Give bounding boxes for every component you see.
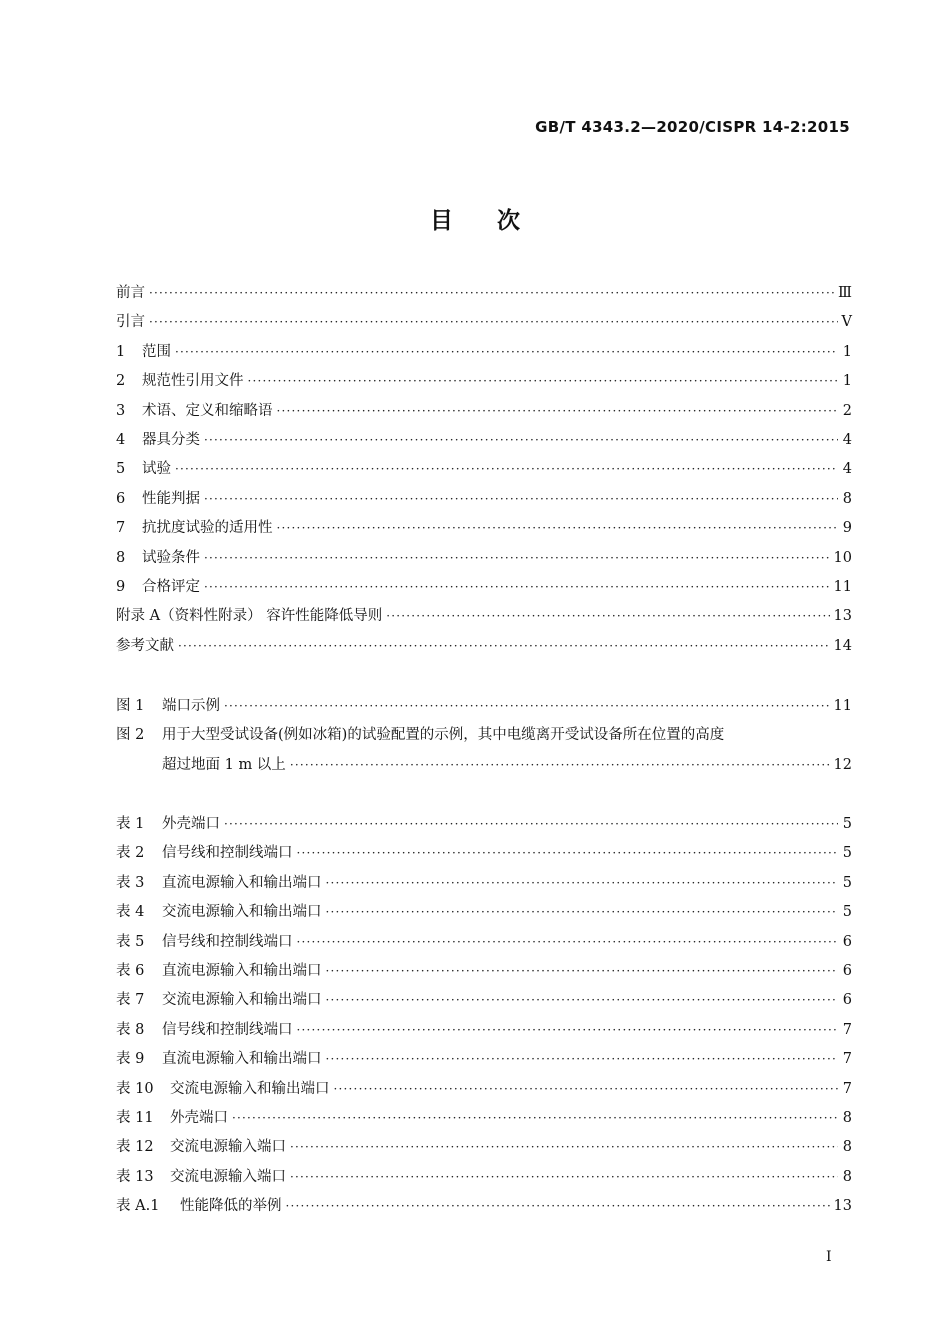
table-page-number: 5: [842, 904, 852, 921]
section-page-number: 4: [842, 461, 852, 478]
dot-leader: [326, 1048, 839, 1070]
section-label: 器具分类: [142, 432, 200, 448]
section-page-number: 13: [833, 608, 852, 625]
section-entry[interactable]: [116, 517, 852, 539]
figure-label: 超过地面 1 m 以上: [162, 756, 286, 773]
section-number: 7: [116, 520, 126, 537]
section-page-number: 9: [842, 520, 852, 537]
section-page-number: 10: [833, 549, 852, 566]
table-number: 表 10: [116, 1080, 154, 1097]
table-label: 交流电源输入和输出端口: [162, 904, 322, 921]
figure-page-number: 11: [833, 698, 852, 714]
section-label: 试验: [142, 461, 171, 478]
section-number: 9: [116, 579, 126, 595]
page-folio: Ⅰ: [826, 1249, 832, 1265]
section-number: 4: [116, 432, 126, 448]
dot-leader: [232, 1107, 838, 1129]
table-page-number: 7: [842, 1051, 852, 1068]
table-page-number: 8: [842, 1168, 852, 1185]
section-number: 1: [116, 343, 126, 360]
dot-leader: [290, 1136, 838, 1158]
section-page-number: 11: [833, 579, 852, 595]
figure-entry[interactable]: [116, 695, 852, 717]
table-page-number: 6: [842, 933, 852, 950]
figure-label-line1: 用于大型受试设备(例如冰箱)的试验配置的示例，其中电缆离开受试设备所在位置的高度: [162, 727, 725, 744]
dot-leader: [334, 1078, 839, 1100]
dot-leader: [204, 429, 838, 451]
table-number: 表 2: [116, 845, 145, 862]
table-entry[interactable]: [116, 931, 852, 953]
section-label: 前言: [116, 285, 145, 301]
table-entry[interactable]: [116, 1019, 852, 1041]
dot-leader: [277, 517, 839, 539]
section-page-number: 4: [842, 432, 852, 448]
dot-leader: [149, 311, 838, 333]
table-entry[interactable]: [116, 1136, 852, 1158]
table-number: 表 9: [116, 1051, 145, 1068]
table-label: 信号线和控制线端口: [162, 933, 293, 950]
table-number: 表 1: [116, 816, 145, 832]
figure-entry[interactable]: [116, 724, 852, 746]
table-number: 表 7: [116, 992, 145, 1009]
table-number: 表 5: [116, 933, 145, 950]
dot-leader: [297, 931, 839, 953]
section-label: 性能判据: [142, 490, 200, 507]
section-entry[interactable]: [116, 311, 852, 333]
dot-leader: [326, 989, 839, 1011]
table-page-number: 5: [842, 874, 852, 891]
dot-leader: [326, 872, 839, 894]
table-page-number: 6: [842, 963, 852, 979]
section-number: 6: [116, 490, 126, 507]
table-number: 表 A.1: [116, 1198, 160, 1215]
dot-leader: [297, 842, 839, 864]
section-number: 3: [116, 402, 126, 419]
table-label: 外壳端口: [170, 1110, 228, 1126]
section-number: 8: [116, 549, 126, 566]
dot-leader: [204, 576, 830, 598]
table-label: 直流电源输入和输出端口: [162, 963, 322, 979]
table-number: 表 4: [116, 904, 145, 921]
section-page-number: 8: [842, 490, 852, 507]
dot-leader: [326, 901, 839, 923]
table-label: 外壳端口: [162, 816, 220, 832]
table-entry[interactable]: [116, 1048, 852, 1070]
dot-leader: [290, 1166, 838, 1188]
section-label: 范围: [142, 343, 171, 360]
section-label: 规范性引用文件: [142, 373, 244, 390]
table-entry[interactable]: [116, 960, 852, 982]
section-label: 合格评定: [142, 579, 200, 595]
table-label: 交流电源输入端口: [170, 1139, 286, 1156]
dot-leader: [224, 695, 830, 717]
table-page-number: 8: [842, 1139, 852, 1156]
table-label: 直流电源输入和输出端口: [162, 874, 322, 891]
table-entry[interactable]: [116, 872, 852, 894]
table-number: 表 13: [116, 1168, 154, 1185]
section-entry[interactable]: [116, 282, 852, 304]
table-label: 交流电源输入和输出端口: [170, 1080, 330, 1097]
table-entry[interactable]: [116, 1195, 852, 1217]
dot-leader: [277, 400, 839, 422]
dot-leader: [386, 605, 829, 627]
table-entry[interactable]: [116, 1107, 852, 1129]
dot-leader: [248, 370, 839, 392]
section-page-number: Ⅴ: [841, 314, 852, 331]
table-number: 表 8: [116, 1021, 145, 1038]
table-label: 交流电源输入端口: [170, 1168, 286, 1185]
table-label: 信号线和控制线端口: [162, 845, 293, 862]
table-entry[interactable]: [116, 842, 852, 864]
table-label: 直流电源输入和输出端口: [162, 1051, 322, 1068]
section-page-number: 1: [842, 343, 852, 360]
table-page-number: 7: [842, 1080, 852, 1097]
section-entry[interactable]: [116, 400, 852, 422]
table-page-number: 13: [833, 1198, 852, 1215]
figure-number: 图 2: [116, 727, 145, 744]
figure-label: 端口示例: [162, 698, 220, 714]
dot-leader: [175, 458, 838, 480]
table-entry[interactable]: [116, 901, 852, 923]
section-entry[interactable]: [116, 429, 852, 451]
dot-leader: [224, 813, 838, 835]
section-entry[interactable]: [116, 605, 852, 627]
section-label: 附录 A（资料性附录） 容许性能降低导则: [116, 608, 383, 625]
figure-number: 图 1: [116, 698, 145, 714]
section-page-number: 1: [842, 373, 852, 390]
section-entry[interactable]: [116, 370, 852, 392]
table-page-number: 5: [842, 816, 852, 832]
section-page-number: Ⅲ: [838, 285, 852, 301]
table-number: 表 11: [116, 1110, 154, 1126]
table-label: 性能降低的举例: [180, 1198, 282, 1215]
table-label: 交流电源输入和输出端口: [162, 992, 322, 1009]
dot-leader: [326, 960, 839, 982]
dot-leader: [178, 635, 830, 657]
section-entry[interactable]: [116, 547, 852, 569]
section-label: 参考文献: [116, 637, 174, 654]
table-entry[interactable]: [116, 1078, 852, 1100]
dot-leader: [286, 1195, 830, 1217]
table-page-number: 6: [842, 992, 852, 1009]
table-entry[interactable]: [116, 1166, 852, 1188]
section-entry[interactable]: [116, 488, 852, 510]
table-number: 表 6: [116, 963, 145, 979]
section-entry[interactable]: [116, 341, 852, 363]
section-number: 2: [116, 373, 126, 390]
table-entry[interactable]: [116, 989, 852, 1011]
dot-leader: [297, 1019, 839, 1041]
table-page-number: 5: [842, 845, 852, 862]
section-label: 术语、定义和缩略语: [142, 402, 273, 419]
section-number: 5: [116, 461, 126, 478]
dot-leader: [204, 547, 830, 569]
section-entry[interactable]: [116, 635, 852, 657]
section-label: 抗扰度试验的适用性: [142, 520, 273, 537]
section-label: 试验条件: [142, 549, 200, 566]
section-entry[interactable]: [116, 576, 852, 598]
page-title: 目次: [430, 208, 564, 234]
section-page-number: 2: [842, 402, 852, 419]
table-number: 表 3: [116, 874, 145, 891]
figure-page-number: 12: [833, 756, 852, 773]
dot-leader: [204, 488, 838, 510]
table-number: 表 12: [116, 1139, 154, 1156]
dot-leader: [149, 282, 834, 304]
section-page-number: 14: [833, 637, 852, 654]
table-page-number: 7: [842, 1021, 852, 1038]
table-entry[interactable]: [116, 813, 852, 835]
table-page-number: 8: [842, 1110, 852, 1126]
dot-leader: [290, 754, 830, 776]
standard-code: GB/T 4343.2—2020/CISPR 14-2:2015: [535, 118, 850, 136]
figure-entry-continuation[interactable]: [162, 754, 852, 776]
dot-leader: [175, 341, 838, 363]
table-label: 信号线和控制线端口: [162, 1021, 293, 1038]
section-label: 引言: [116, 314, 145, 331]
section-entry[interactable]: [116, 458, 852, 480]
